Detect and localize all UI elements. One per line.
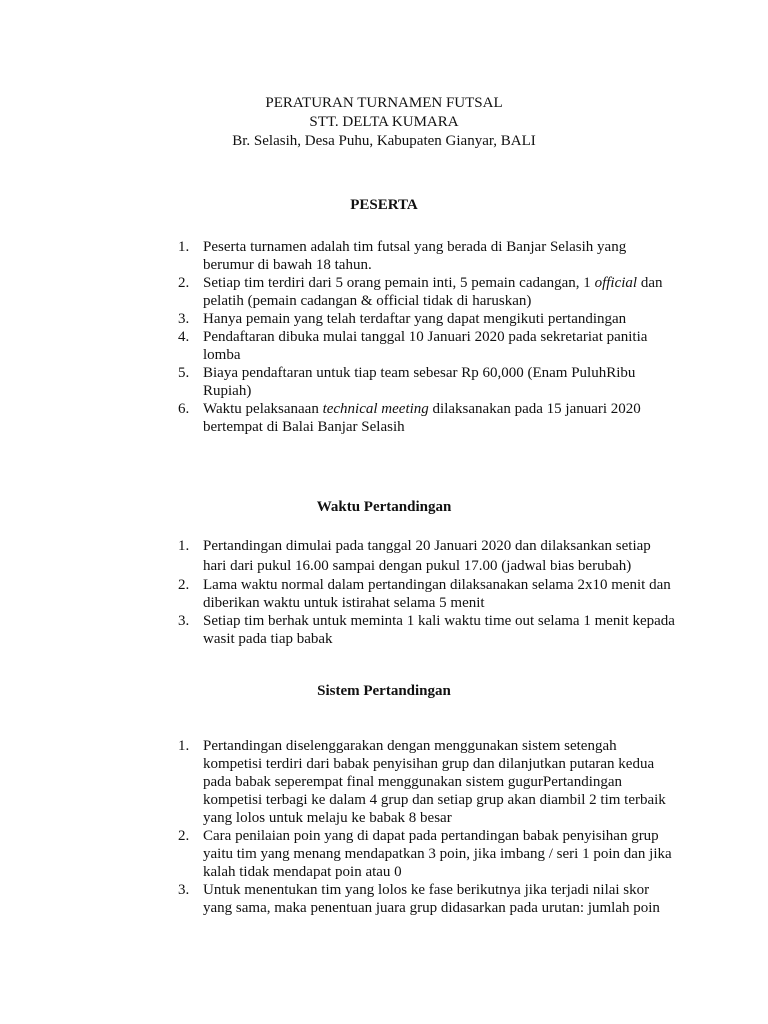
item-text: Untuk menentukan tim yang lolos ke fase berikutnya jika terjadi nilai skor (203, 882, 650, 898)
item-text: Biaya pendaftaran untuk tiap team sebesar Rp 60,000 (Enam PuluhRibu (203, 365, 636, 381)
list-item (0, 536, 673, 576)
item-text: Pertandingan dimulai pada tanggal 20 Januari 2020 dan dilaksankan setiap (203, 538, 651, 554)
item-text: Pertandingan diselenggarakan dengan menggunakan sistem setengah (203, 738, 617, 754)
list-item (0, 737, 673, 827)
item-text: diberikan waktu untuk istirahat selama 5 menit (203, 595, 485, 611)
item-number: 2. (178, 828, 190, 844)
item-text: Cara penilaian poin yang di dapat pada pertandingan babak penyisihan grup (203, 828, 659, 844)
section-title-waktu: Waktu Pertandingan (316, 499, 452, 515)
item-text: wasit pada tiap babak (203, 631, 333, 647)
organization-address: Br. Selasih, Desa Puhu, Kabupaten Gianyar, BALI (232, 133, 536, 149)
item-number: 1. (178, 538, 190, 554)
item-number: 3. (178, 613, 190, 629)
list-item (0, 328, 673, 364)
item-text: Setiap tim berhak untuk meminta 1 kali waktu time out selama 1 menit kepada (203, 613, 675, 629)
list-item (0, 400, 673, 436)
item-text (203, 400, 673, 418)
item-text: yaitu tim yang menang mendapatkan 3 poin, jika imbang / seri 1 poin dan jika (203, 846, 672, 862)
waktu-list (0, 536, 768, 648)
item-text-part: dilaksanakan pada 15 januari 2020 (428, 401, 641, 417)
item-number: 1. (178, 239, 190, 255)
item-text (203, 274, 673, 292)
item-number: 5. (178, 365, 190, 381)
item-number: 6. (178, 401, 190, 417)
item-text: kalah tidak mendapat poin atau 0 (203, 864, 402, 880)
item-number: 1. (178, 738, 190, 754)
list-item (0, 238, 673, 274)
document-header (0, 94, 768, 151)
item-text-italic: technical meeting (322, 401, 429, 417)
item-text: Pendaftaran dibuka mulai tanggal 10 Januari 2020 pada sekretariat panitia (203, 329, 648, 345)
item-text: yang lolos untuk melaju ke babak 8 besar (203, 810, 452, 826)
organization-name: STT. DELTA KUMARA (309, 114, 459, 130)
item-text-italic: official (594, 275, 638, 291)
document-title: PERATURAN TURNAMEN FUTSAL (265, 95, 503, 111)
item-text-part: Setiap tim terdiri dari 5 orang pemain inti, 5 pemain cadangan, 1 (203, 275, 595, 291)
section-title-peserta: PESERTA (350, 197, 418, 213)
peserta-list (0, 238, 768, 436)
list-item (0, 364, 673, 400)
list-item (0, 881, 673, 917)
item-text: pada babak seperempat final menggunakan sistem gugurPertandingan (203, 774, 623, 790)
list-item (0, 576, 673, 612)
item-text: lomba (203, 347, 241, 363)
item-text: Lama waktu normal dalam pertandingan dilaksanakan selama 2x10 menit dan (203, 577, 671, 593)
list-item (0, 827, 673, 881)
list-item (0, 612, 673, 648)
item-number: 3. (178, 311, 190, 327)
list-item (0, 274, 673, 310)
item-text: bertempat di Balai Banjar Selasih (203, 419, 405, 435)
item-text-part: Waktu pelaksanaan (203, 401, 323, 417)
list-item (0, 310, 673, 328)
item-text: Peserta turnamen adalah tim futsal yang berada di Banjar Selasih yang (203, 239, 627, 255)
item-number: 2. (178, 577, 190, 593)
item-text: pelatih (pemain cadangan & official tidak di haruskan) (203, 293, 532, 309)
item-text: hari dari pukul 16.00 sampai dengan pukul 17.00 (jadwal bias berubah) (203, 558, 632, 574)
item-text-part: dan (637, 275, 663, 291)
item-number: 2. (178, 275, 190, 291)
item-number: 4. (178, 329, 190, 345)
item-text: berumur di bawah 18 tahun. (203, 257, 372, 273)
item-text: Hanya pemain yang telah terdaftar yang dapat mengikuti pertandingan (203, 311, 627, 327)
section-title-sistem: Sistem Pertandingan (317, 683, 451, 699)
sistem-list (0, 737, 768, 917)
item-number: 3. (178, 882, 190, 898)
item-text: yang sama, maka penentuan juara grup didasarkan pada urutan: jumlah poin (203, 900, 660, 916)
item-text: kompetisi terbagi ke dalam 4 grup dan setiap grup akan diambil 2 tim terbaik (203, 792, 666, 808)
item-text: Rupiah) (203, 383, 252, 399)
item-text: kompetisi terdiri dari babak penyisihan grup dan dilanjutkan putaran kedua (203, 756, 655, 772)
